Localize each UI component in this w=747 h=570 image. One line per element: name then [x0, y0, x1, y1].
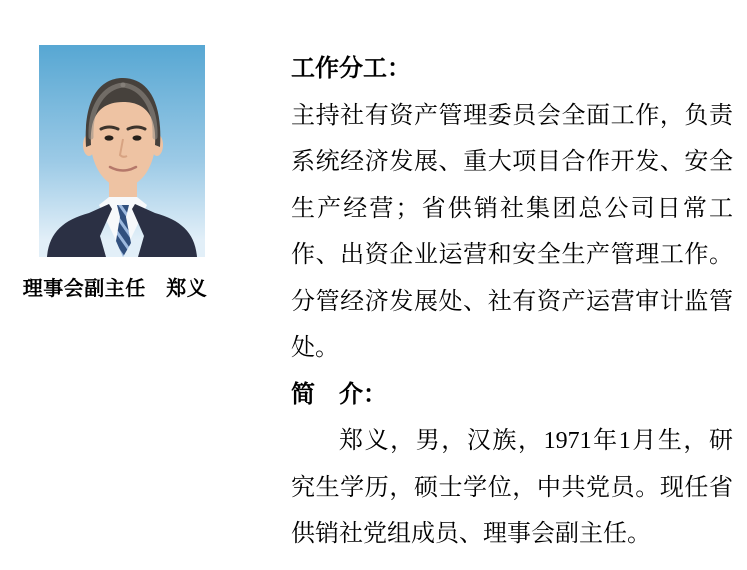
bio-column	[291, 46, 733, 558]
portrait-eye-right	[133, 135, 142, 140]
intro-heading: 简 介：	[291, 380, 387, 408]
duties-text: 主持社有资产管理委员会全面工作，负责系统经济发展、重大项目合作开发、安全生产经营；省供销社集团总公司日常工作、出资企业运营和安全生产管理工作。分管经济发展处、社有资产运营审计监管处。	[291, 102, 733, 361]
photo-column	[0, 45, 230, 301]
duties-heading: 工作分工：	[291, 55, 411, 82]
intro-text: 郑义，男，汉族，1971年1月生，研究生学历，硕士学位，中共党员。现任省供销社党组成员、理事会副主任。	[291, 428, 733, 547]
official-portrait-photo	[39, 45, 205, 257]
official-name-title: 理事会副主任 郑义	[22, 278, 208, 300]
portrait-eye-left	[105, 135, 114, 140]
